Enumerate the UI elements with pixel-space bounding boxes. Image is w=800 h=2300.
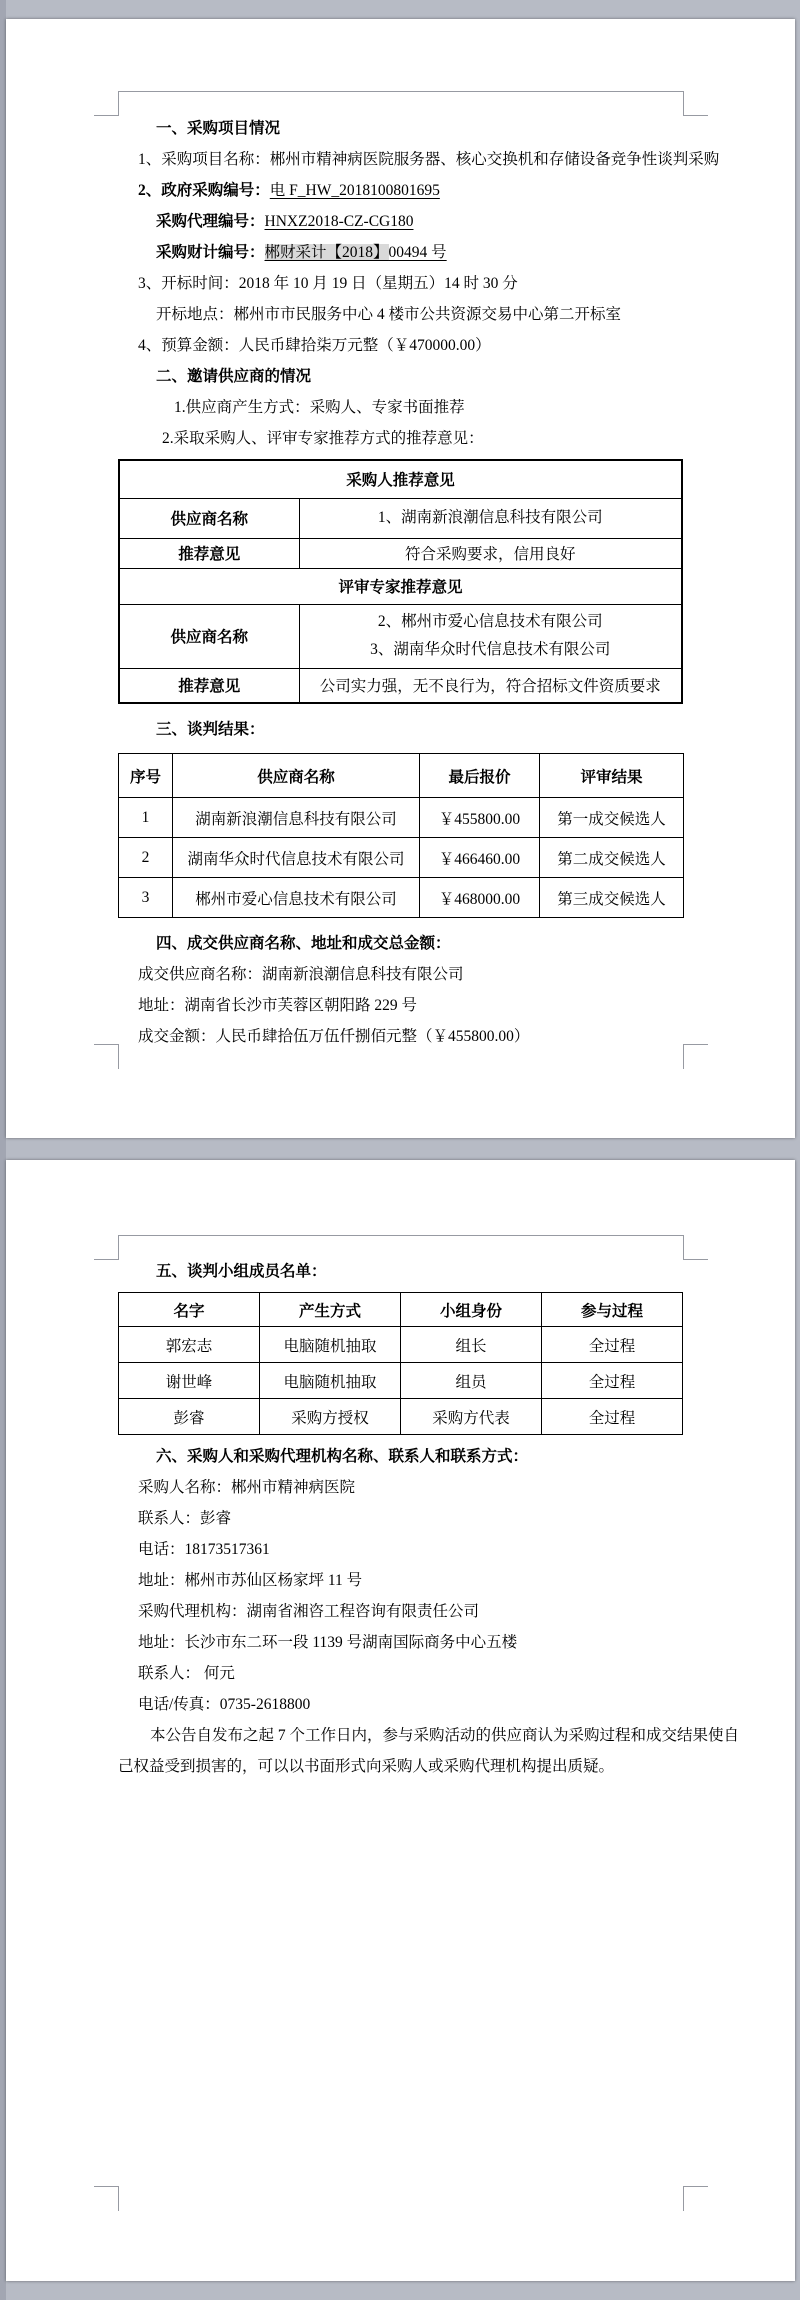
column-header: 名字	[119, 1293, 260, 1327]
review-result: 第一成交候选人	[540, 798, 684, 838]
member-name: 彭睿	[119, 1399, 260, 1435]
opinion-label-cell: 推荐意见	[119, 668, 299, 703]
purchaser-name-line: 采购人名称：郴州市精神病医院	[138, 1479, 356, 1496]
agency-name-line: 采购代理机构：湖南省湘咨工程咨询有限责任公司	[138, 1603, 480, 1620]
table-row	[119, 538, 682, 568]
table-row	[119, 798, 684, 838]
notice-line-1: 本公告自发布之起 7 个工作日内，参与采购活动的供应商认为采购过程和成交结果使自	[150, 1727, 740, 1744]
budget-label: 4、预算金额：	[138, 337, 239, 354]
table-row	[119, 1363, 683, 1399]
fiscal-no-line	[118, 237, 683, 268]
project-name-label: 1、采购项目名称：	[138, 151, 270, 168]
bid-opening-venue-label: 开标地点：	[156, 306, 234, 323]
buyer-recommendation-header: 采购人推荐意见	[119, 460, 682, 498]
selection-method: 电脑随机抽取	[260, 1327, 401, 1363]
review-result: 第三成交候选人	[540, 878, 684, 918]
buyer-supplier-value: 1、湖南新浪潮信息科技有限公司	[377, 509, 603, 526]
expert-supplier-2: 3、湖南华众时代信息技术有限公司	[370, 641, 611, 658]
gov-procurement-no-value: 电 F_HW_2018100801695	[269, 182, 440, 199]
supplier-name-label-cell: 供应商名称	[119, 498, 299, 538]
page-1	[6, 19, 795, 1138]
selection-method: 采购方授权	[260, 1399, 401, 1435]
agency-phone-fax-line: 电话/传真：0735-2618800	[138, 1696, 311, 1713]
purchaser-phone-line: 电话：18173517361	[138, 1541, 270, 1558]
column-header: 产生方式	[260, 1293, 401, 1327]
table-header-row	[119, 1293, 683, 1327]
fiscal-no-rest-value: 00494 号	[388, 244, 447, 261]
agency-contact-line: 联系人： 何元	[138, 1665, 235, 1682]
purchaser-contact-line: 联系人：彭睿	[138, 1510, 232, 1527]
winner-address-line: 地址：湖南省长沙市芙蓉区朝阳路 229 号	[138, 997, 418, 1014]
table-row	[119, 838, 684, 878]
notice-line-2: 己权益受到损害的，可以以书面形式向采购人或采购代理机构提出质疑。	[118, 1758, 615, 1775]
bid-opening-time-label: 3、开标时间：	[138, 275, 239, 292]
member-name: 郭宏志	[119, 1327, 260, 1363]
purchaser-address-line: 地址：郴州市苏仙区杨家坪 11 号	[138, 1572, 363, 1589]
agency-no-line	[118, 206, 683, 237]
crop-mark-bottom-left	[94, 2186, 119, 2211]
recommendation-table	[118, 459, 683, 704]
section-2-heading: 二、邀请供应商的情况	[156, 368, 312, 385]
supplier-name: 湖南华众时代信息技术有限公司	[173, 838, 420, 878]
final-quote: ￥455800.00	[420, 798, 540, 838]
table-row	[119, 1399, 683, 1435]
project-name-value: 郴州市精神病医院服务器、核心交换机和存储设备竞争性谈判采购	[269, 151, 720, 168]
crop-mark-bottom-right	[683, 2186, 708, 2211]
fiscal-no-shaded-value: 郴财采计【2018】	[264, 244, 389, 261]
budget-line	[118, 330, 683, 361]
final-quote: ￥468000.00	[420, 878, 540, 918]
panel-role: 组长	[401, 1327, 542, 1363]
panel-role: 组员	[401, 1363, 542, 1399]
section-3-heading: 三、谈判结果：	[156, 721, 265, 738]
bid-opening-venue-line	[118, 299, 683, 330]
table-row	[119, 568, 682, 604]
crop-mark-top-right	[683, 1235, 708, 1260]
table-header-row	[119, 754, 684, 798]
supplier-name: 郴州市爱心信息技术有限公司	[173, 878, 420, 918]
table-row	[119, 460, 682, 498]
gov-procurement-no-label: 2、政府采购编号：	[138, 182, 270, 199]
buyer-supplier-cell	[299, 498, 682, 538]
crop-mark-top-right	[683, 91, 708, 116]
agency-no-label: 采购代理编号：	[156, 213, 265, 230]
expert-suppliers-cell	[299, 604, 682, 668]
participation: 全过程	[542, 1327, 683, 1363]
column-header: 供应商名称	[173, 754, 420, 798]
row-index: 2	[119, 838, 173, 878]
panel-table	[118, 1292, 683, 1435]
section-5-heading: 五、谈判小组成员名单：	[156, 1263, 327, 1280]
expert-opinion-cell: 公司实力强，无不良行为，符合招标文件资质要求	[299, 668, 682, 703]
supplier-name: 湖南新浪潮信息科技有限公司	[173, 798, 420, 838]
supplier-name-label-cell: 供应商名称	[119, 604, 299, 668]
section-1-heading: 一、采购项目情况	[156, 120, 281, 137]
bid-opening-venue-value: 郴州市市民服务中心 4 楼市公共资源交易中心第二开标室	[233, 306, 622, 323]
column-header: 小组身份	[401, 1293, 542, 1327]
selection-method: 电脑随机抽取	[260, 1363, 401, 1399]
table-row	[119, 668, 682, 703]
agency-address-line: 地址：长沙市东二环一段 1139 号湖南国际商务中心五楼	[138, 1634, 518, 1651]
buyer-opinion-cell: 符合采购要求，信用良好	[299, 538, 682, 568]
table-row	[119, 498, 682, 538]
agency-no-value: HNXZ2018-CZ-CG180	[264, 213, 414, 230]
bid-opening-time-line	[118, 268, 683, 299]
participation: 全过程	[542, 1399, 683, 1435]
budget-value: 人民币肆拾柒万元整（￥470000.00）	[238, 337, 491, 354]
opinion-label-cell: 推荐意见	[119, 538, 299, 568]
row-index: 1	[119, 798, 173, 838]
supplier-method-line: 1.供应商产生方式：采购人、专家书面推荐	[174, 399, 465, 416]
table-row	[119, 1327, 683, 1363]
section-4-heading: 四、成交供应商名称、地址和成交总金额：	[156, 935, 451, 952]
winner-amount-line: 成交金额：人民币肆拾伍万伍仟捌佰元整（￥455800.00）	[138, 1028, 530, 1045]
expert-recommendation-header: 评审专家推荐意见	[119, 568, 682, 604]
column-header: 最后报价	[420, 754, 540, 798]
column-header: 序号	[119, 754, 173, 798]
review-result: 第二成交候选人	[540, 838, 684, 878]
project-name-line	[118, 144, 720, 175]
crop-mark-bottom-right	[683, 1044, 708, 1069]
row-index: 3	[119, 878, 173, 918]
expert-supplier-1: 2、郴州市爱心信息技术有限公司	[377, 613, 603, 630]
member-name: 谢世峰	[119, 1363, 260, 1399]
table-row	[119, 878, 684, 918]
objection-notice	[118, 1720, 740, 1782]
page-2	[6, 1160, 795, 2281]
table-row	[119, 604, 682, 668]
column-header: 评审结果	[540, 754, 684, 798]
page-1-content	[6, 19, 720, 1052]
panel-role: 采购方代表	[401, 1399, 542, 1435]
column-header: 参与过程	[542, 1293, 683, 1327]
result-table	[118, 753, 684, 918]
winner-name-line: 成交供应商名称：湖南新浪潮信息科技有限公司	[138, 966, 464, 983]
final-quote: ￥466460.00	[420, 838, 540, 878]
participation: 全过程	[542, 1363, 683, 1399]
recommendation-intro-line: 2.采取采购人、评审专家推荐方式的推荐意见：	[162, 430, 484, 447]
gov-procurement-no-line	[118, 175, 683, 206]
fiscal-no-label: 采购财计编号：	[156, 244, 265, 261]
bid-opening-time-value: 2018 年 10 月 19 日（星期五）14 时 30 分	[238, 275, 518, 292]
section-6-heading: 六、采购人和采购代理机构名称、联系人和联系方式：	[156, 1448, 529, 1465]
page-2-content	[6, 1160, 740, 1782]
